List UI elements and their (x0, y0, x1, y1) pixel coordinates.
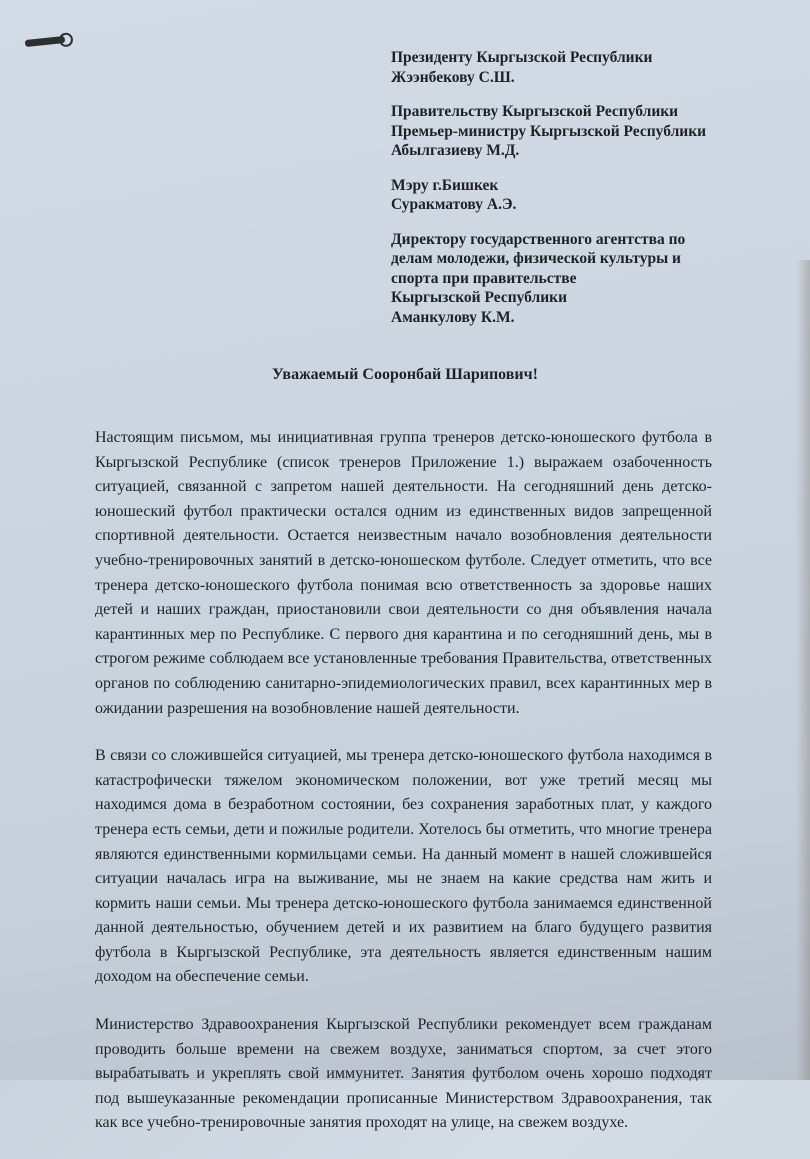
addressee-line: Аманкулову К.М. (391, 308, 515, 326)
addressee-line: делам молодежи, физической культуры и (391, 250, 681, 267)
addressee-line: Правительству Кыргызской Республики (391, 103, 679, 120)
addressee-line: спорта при правительстве (391, 269, 577, 287)
letter-body (95, 426, 712, 1159)
addressee-line: Директору государственного агентства по (391, 230, 686, 248)
paragraph-situation: В связи со сложившейся ситуацией, мы тренера детско-юношеского футбола находимся в катастрофически тяжелом экономическом положении, вот уже третий месяц мы находимся дома в безработном состоянии, без сохранения заработных плат, у каждого тренера есть семьи, дети и пожилые родители. Хотелось бы отметить, что многие тренера являются единственными кормильцами семьи. На данный момент в нашей сложившейся ситуации началась игра на выживание, мы не знаем на какие средства нам жить и кормить наши семьи. Мы тренера детско-юношеского футбола занимаемся единственной данной деятельностью, обучением детей и их развитием на благо будущего развития футбола в Кыргызской Республике, эта деятельность является единственным нашим доходом на обеспечение семьи. (95, 747, 712, 986)
paragraph-health-ministry: Министерство Здравоохранения Кыргызской Республики рекомендует всем гражданам проводить больше времени на свежем воздухе, заниматься спортом, за счет этого вырабатывать и укреплять свой иммунитет. Занятия футболом очень хорошо подходят под вышеуказанные рекомендации прописанные Министерством Здравоохранения, так как все учебно-тренировочные занятия проходят на улице, на свежем воздухе. (95, 1016, 712, 1132)
addressee-president (391, 48, 791, 87)
addressee-line: Премьер-министру Кыргызской Республики (391, 122, 707, 140)
staple-icon (25, 36, 66, 47)
addressee-agency-director (391, 230, 791, 328)
addressee-mayor (391, 176, 791, 215)
addressee-government (391, 102, 791, 161)
addressee-line: Суракматову А.Э. (391, 196, 517, 213)
salutation: Уважаемый Сооронбай Шарипович! (272, 366, 538, 383)
addressee-list (391, 48, 791, 342)
paragraph-intro: Настоящим письмом, мы инициативная группа тренеров детско-юношеского футбола в Кыргызской Республике (список тренеров Приложение 1.) выражаем озабоченность ситуацией, связанной с запретом нашей деятельности. На сегодняшний день детско-юношеский футбол практически остался одним из единственных видов запрещенной спортивной деятельности. Остается неизвестным начало возобновления деятельности учебно-тренировочных занятий в детско-юношеском футболе. Следует отметить, что все тренера детско-юношеского футбола понимая всю ответственность за здоровье наших детей и наших граждан, приостановили свои деятельности со дня объявления начала карантинных мер по Республике. С первого дня карантина и по сегодняшний день, мы в строгом режиме соблюдаем все установленные требования Правительства, ответственных органов по соблюдению санитарно-эпидемиологических правил, всех карантинных мер в ожидании разрешения на возобновление нашей деятельности. (95, 429, 712, 717)
addressee-line: Президенту Кыргызской Республики (391, 49, 653, 66)
addressee-line: Абылгазиеву М.Д. (391, 142, 520, 159)
addressee-line: Жээнбекову С.Ш. (391, 68, 515, 86)
addressee-line: Мэру г.Бишкек (391, 176, 499, 194)
addressee-line: Кыргызской Республики (391, 289, 568, 306)
